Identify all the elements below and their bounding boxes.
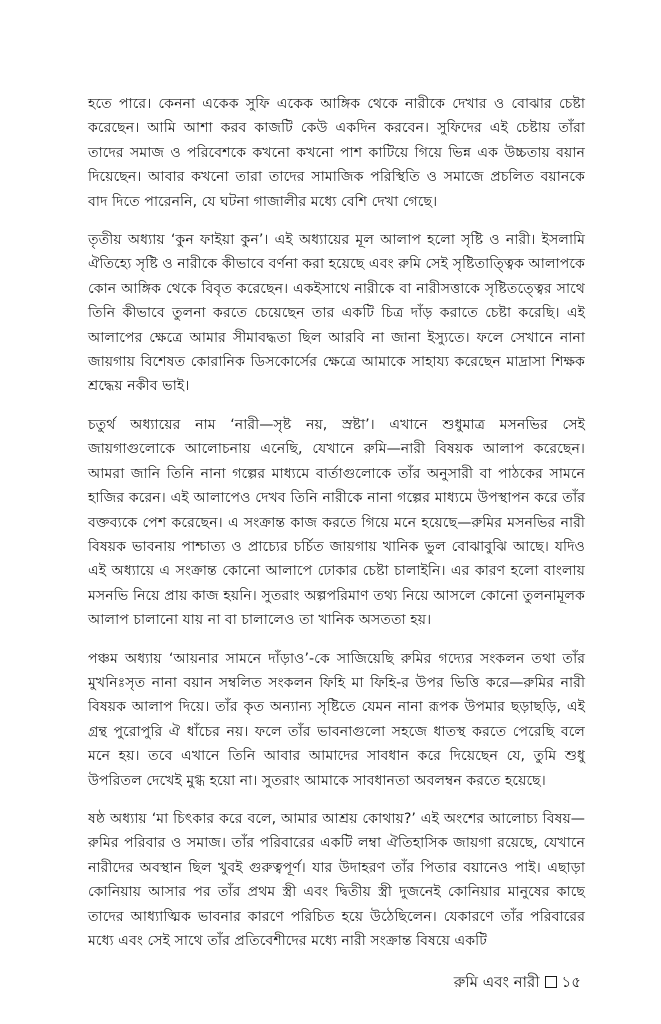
separator-box-icon [545,976,557,988]
paragraph-4: পঞ্চম অধ্যায় ‘আয়নার সামনে দাঁড়াও’-কে সাজিয়েছি রুমির গদ্যের সংকলন তথা তাঁর মুখনিঃসৃত নানা বয়ান সম্বলিত সংকলন ফিহি মা ফিহি-র উপর ভিত্তি করে—রুমির নারী বিষয়ক আলাপ দিয়ে। তাঁর কৃত অন্যান্য সৃষ্টিতে যেমন নানা রূপক উপমার ছড়াছড়ি, এই গ্রন্থ পুরোপুরি ঐ ধাঁচের নয়। ফলে তাঁর ভাবনাগুলো সহজে ধাতস্থ করতে পেরেছি বলে মনে হয়। তবে এখানে তিনি আবার আমাদের সাবধান করে দিয়েছেন যে, তুমি শুধু উপরিতল দেখেই মুগ্ধ হয়ো না। সুতরাং আমাকে সাবধানতা অবলম্বন করতে হয়েছে। [88,650,585,789]
paragraph-5: ষষ্ঠ অধ্যায় ‘মা চিৎকার করে বলে, আমার আশ্রয় কোথায়?’ এই অংশের আলোচ্য বিষয়—রুমির পরিবার ও সমাজ। তাঁর পরিবারের একটি লম্বা ঐতিহাসিক জায়গা রয়েছে, যেখানে নারীদের অবস্থান ছিল খুবই গুরুত্বপূর্ণ। যার উদাহরণ তাঁর পিতার বয়ানেও পাই। এছাড়া কোনিয়ায় আসার পর তাঁর প্রথম স্ত্রী এবং দ্বিতীয় স্ত্রী দুজনেই কোনিয়ার মানুষের কাছে তাদের আধ্যাত্মিক ভাবনার কারণে পরিচিত হয়ে উঠেছিলেন। যেকারণে তাঁর পরিবারের মধ্যে এবং সেই সাথে তাঁর প্রতিবেশীদের মধ্যে নারী সংক্রান্ত বিষয়ে একটি [88,810,585,949]
page-number: ১৫ [561,973,581,991]
paragraph-1: হতে পারে। কেননা একেক সুফি একেক আঙ্গিক থেকে নারীকে দেখার ও বোঝার চেষ্টা করেছেন। আমি আশা করব কাজটি কেউ একদিন করবেন। সুফিদের এই চেষ্টায় তাঁরা তাদের সমাজ ও পরিবেশকে কখনো কখনো পাশ কাটিয়ে গিয়ে ভিন্ন এক উচ্চতায় বয়ান দিয়েছেন। আবার কখনো তারা তাদের সামাজিক পরিস্থিতি ও সমাজে প্রচলিত বয়ানকে বাদ দিতে পারেননি, যে ঘটনা গাজালীর মধ্যে বেশি দেখা গেছে। [88,96,585,210]
page-footer [454,972,581,992]
paragraph-2: তৃতীয় অধ্যায় ‘কুন ফাইয়া কুন’। এই অধ্যায়ের মূল আলাপ হলো সৃষ্টি ও নারী। ইসলামি ঐতিহ্যে সৃষ্টি ও নারীকে কীভাবে বর্ণনা করা হয়েছে এবং রুমি সেই সৃষ্টিতাত্ত্বিক আলাপকে কোন আঙ্গিক থেকে বিবৃত করেছেন। একইসাথে নারীকে বা নারীসত্তাকে সৃষ্টিতত্ত্বের সাথে তিনি কীভাবে তুলনা করতে চেয়েছেন তার একটি চিত্র দাঁড় করাতে চেষ্টা করেছি। এই আলাপের ক্ষেত্রে আমার সীমাবদ্ধতা ছিল আরবি না জানা ইস্যুতে। ফলে সেখানে নানা জায়গায় বিশেষত কোরানিক ডিসকোর্সের ক্ষেত্রে আমাকে সাহায্য করেছেন মাদ্রাসা শিক্ষক শ্রদ্ধেয় নকীব ভাই। [88,232,585,395]
body-text [88,92,585,967]
running-title: রুমি এবং নারী [453,973,540,991]
paragraph-3: চতুর্থ অধ্যায়ের নাম ‘নারী—সৃষ্ট নয়, স্রষ্টা’। এখানে শুধুমাত্র মসনভির সেই জায়গাগুলোকে আলোচনায় এনেছি, যেখানে রুমি—নারী বিষয়ক আলাপ করেছেন। আমরা জানি তিনি নানা গল্পের মাধ্যমে বার্তাগুলোকে তাঁর অনুসারী বা পাঠকের সামনে হাজির করেন। এই আলাপেও দেখব তিনি নারীকে নানা গল্পের মাধ্যমে উপস্থাপন করে তাঁর বক্তব্যকে পেশ করেছেন। এ সংক্রান্ত কাজ করতে গিয়ে মনে হয়েছে—রুমির মসনভির নারী বিষয়ক ভাবনায় পাশ্চাত্য ও প্রাচ্যের চর্চিত জায়গায় খানিক ভুল বোঝাবুঝি আছে। যদিও এই অধ্যায়ে এ সংক্রান্ত কোনো আলাপে ঢোকার চেষ্টা চালাইনি। এর কারণ হলো বাংলায় মসনভি নিয়ে প্রায় কাজ হয়নি। সুতরাং অল্পপরিমাণ তথ্য নিয়ে আসলে কোনো তুলনামূলক আলাপ চালানো যায় না বা চালালেও তা খানিক অসততা হয়। [88,416,585,629]
